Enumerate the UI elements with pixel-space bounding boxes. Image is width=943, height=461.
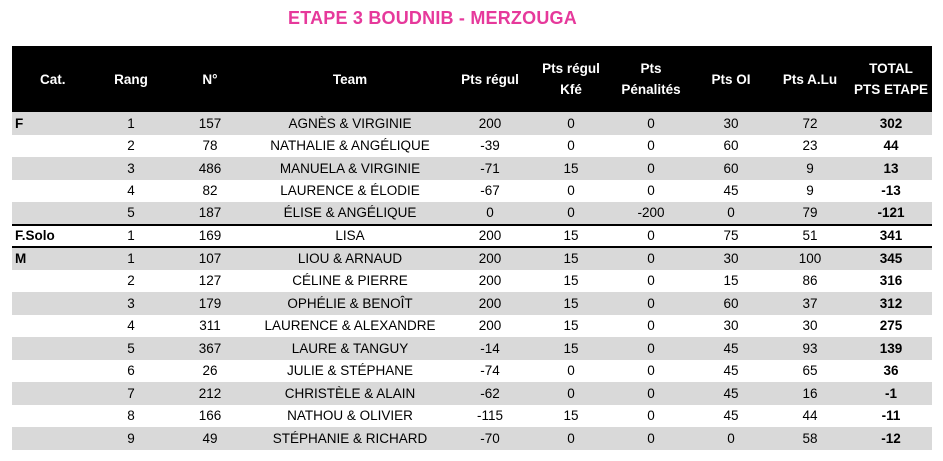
row-pts-oi: 15: [723, 273, 739, 289]
row-team: CÉLINE & PIERRE: [292, 273, 408, 289]
row-pts-alu: 58: [802, 430, 818, 446]
row-pts-oi: 45: [723, 363, 739, 379]
row-pts-regul-kfe: 15: [563, 160, 579, 176]
header-pts-oi: Pts OI: [711, 71, 751, 87]
row-pts-regul-kfe: 0: [567, 385, 575, 401]
row-cat: [12, 135, 94, 158]
row-cat: [12, 427, 94, 450]
row-pts-regul: -39: [480, 138, 500, 154]
row-total: 275: [879, 318, 903, 334]
header-num: N°: [202, 71, 218, 87]
row-pts-regul: 200: [478, 318, 502, 334]
row-num: 157: [198, 115, 222, 131]
row-rang: 4: [127, 318, 135, 334]
header-total: TOTAL PTS ETAPE: [853, 61, 928, 97]
row-team: LAURENCE & ALEXANDRE: [264, 318, 436, 334]
row-total: 13: [883, 160, 899, 176]
row-pts-oi: 60: [723, 160, 739, 176]
row-pts-alu: 100: [770, 247, 850, 270]
table-row: [12, 315, 932, 338]
row-rang: 7: [127, 385, 135, 401]
row-pts-alu: 16: [802, 385, 818, 401]
row-pts-regul: -14: [480, 340, 500, 356]
row-rang: 3: [127, 160, 135, 176]
row-pts-regul-kfe: 0: [567, 115, 575, 131]
row-pts-penalites: -200: [637, 205, 665, 221]
row-pts-regul-kfe: 15: [563, 408, 579, 424]
row-pts-regul-kfe: 15: [563, 318, 579, 334]
row-pts-alu: 51: [770, 225, 850, 248]
row-pts-regul-kfe: 15: [532, 247, 610, 270]
row-rang: 5: [127, 340, 135, 356]
row-num: 169: [168, 225, 252, 248]
row-rang: 2: [127, 138, 135, 154]
row-pts-regul-kfe: 15: [563, 295, 579, 311]
row-pts-regul: 0: [486, 205, 494, 221]
header-pts-regul: Pts régul: [461, 71, 519, 87]
row-pts-penalites: 0: [647, 160, 655, 176]
row-team: STÉPHANIE & RICHARD: [272, 430, 428, 446]
row-total: 44: [883, 138, 899, 154]
row-pts-oi: 45: [723, 385, 739, 401]
row-pts-penalites: 0: [647, 430, 655, 446]
row-pts-regul: -67: [480, 183, 500, 199]
row-pts-penalites: 0: [647, 385, 655, 401]
row-cat: [12, 202, 94, 225]
row-rang: 2: [127, 273, 135, 289]
header-cat: Cat.: [40, 71, 66, 87]
row-total: 139: [879, 340, 903, 356]
row-rang: 4: [127, 183, 135, 199]
row-team: OPHÉLIE & BENOÎT: [287, 295, 413, 311]
row-pts-oi: 60: [723, 138, 739, 154]
row-total: 36: [883, 363, 899, 379]
row-pts-regul: 200: [478, 295, 502, 311]
row-cat: [12, 180, 94, 203]
table-row: [12, 135, 932, 158]
row-pts-alu: 30: [802, 318, 818, 334]
row-num: 311: [199, 318, 221, 334]
row-total: 316: [879, 273, 903, 289]
row-team: NATHOU & OLIVIER: [287, 408, 413, 424]
row-pts-alu: 44: [802, 408, 818, 424]
row-team: MANUELA & VIRGINIE: [279, 160, 421, 176]
row-pts-alu: 9: [806, 183, 814, 199]
row-rang: 5: [127, 205, 135, 221]
row-pts-regul-kfe: 0: [567, 430, 575, 446]
row-num: 49: [202, 430, 218, 446]
row-pts-regul-kfe: 15: [563, 340, 579, 356]
row-num: 212: [198, 385, 222, 401]
row-cat: F.Solo: [12, 225, 94, 248]
row-pts-penalites: 0: [647, 183, 655, 199]
row-cat: [12, 292, 94, 315]
table-row: [12, 292, 932, 315]
table-row: [12, 405, 932, 428]
row-pts-alu: 93: [802, 340, 818, 356]
row-pts-alu: 72: [802, 115, 818, 131]
row-team: ÉLISE & ANGÉLIQUE: [283, 205, 417, 221]
row-pts-alu: 86: [802, 273, 818, 289]
header-pts-penalites: Pts Pénalités: [621, 61, 681, 97]
row-pts-regul: 200: [478, 115, 502, 131]
table-row: [12, 157, 932, 180]
row-total: -13: [881, 183, 901, 199]
row-pts-penalites: 0: [647, 138, 655, 154]
table-row: [12, 337, 932, 360]
row-pts-alu: 79: [802, 205, 818, 221]
row-total: -12: [881, 430, 901, 446]
header-team: Team: [332, 71, 368, 87]
row-num: 26: [202, 363, 218, 379]
table-row: [12, 382, 932, 405]
row-pts-penalites: 0: [647, 408, 655, 424]
row-pts-oi: 0: [727, 430, 735, 446]
row-total: 345: [850, 247, 932, 270]
table-row: [12, 360, 932, 383]
row-pts-penalites: 0: [647, 295, 655, 311]
table-row: [12, 180, 932, 203]
row-pts-alu: 65: [802, 363, 818, 379]
row-num: 166: [198, 408, 222, 424]
row-pts-regul-kfe: 0: [567, 183, 575, 199]
row-pts-oi: 0: [727, 205, 735, 221]
row-rang: 8: [127, 408, 135, 424]
header-pts-regul-kfe: Pts régul Kfé: [542, 61, 600, 97]
row-team: JULIE & STÉPHANE: [286, 363, 414, 379]
row-pts-regul-kfe: 15: [532, 225, 610, 248]
row-pts-oi: 45: [723, 340, 739, 356]
row-pts-regul: -70: [480, 430, 500, 446]
row-pts-regul: -115: [476, 408, 504, 424]
row-num: 486: [198, 160, 222, 176]
row-pts-alu: 9: [806, 160, 814, 176]
row-pts-penalites: 0: [647, 340, 655, 356]
row-pts-oi: 60: [723, 295, 739, 311]
row-pts-penalites: 0: [610, 225, 692, 248]
row-total: -11: [881, 408, 901, 424]
row-pts-regul-kfe: 0: [567, 205, 575, 221]
row-total: 341: [850, 225, 932, 248]
row-num: 187: [198, 205, 222, 221]
row-cat: F: [15, 115, 24, 131]
page-title: ETAPE 3 BOUDNIB - MERZOUGA: [288, 8, 577, 28]
row-cat: [12, 382, 94, 405]
row-pts-oi: 30: [692, 247, 770, 270]
row-pts-oi: 45: [723, 183, 739, 199]
table-row: [12, 247, 932, 270]
row-pts-regul: 200: [448, 247, 532, 270]
table-row: [12, 112, 932, 135]
row-team: LIOU & ARNAUD: [252, 247, 448, 270]
row-pts-oi: 30: [723, 318, 739, 334]
row-pts-regul-kfe: 15: [563, 273, 579, 289]
row-pts-regul: 200: [448, 225, 532, 248]
row-pts-oi: 30: [723, 115, 739, 131]
row-cat: [12, 405, 94, 428]
row-num: 179: [198, 295, 222, 311]
row-rang: 9: [127, 430, 135, 446]
row-total: 312: [879, 295, 903, 311]
row-pts-oi: 45: [723, 408, 739, 424]
row-pts-penalites: 0: [610, 247, 692, 270]
row-team: LISA: [252, 225, 448, 248]
row-pts-regul: -74: [480, 363, 500, 379]
row-pts-regul: -71: [480, 160, 500, 176]
row-team: LAURENCE & ÉLODIE: [280, 183, 420, 199]
row-cat: [12, 337, 94, 360]
row-pts-penalites: 0: [647, 115, 655, 131]
row-pts-regul-kfe: 0: [567, 363, 575, 379]
row-pts-oi: 75: [692, 225, 770, 248]
row-total: 302: [879, 115, 903, 131]
row-pts-penalites: 0: [647, 363, 655, 379]
row-team: CHRISTÈLE & ALAIN: [284, 385, 416, 401]
row-num: 127: [198, 273, 222, 289]
row-num: 82: [202, 183, 218, 199]
row-num: 78: [202, 138, 218, 154]
row-pts-penalites: 0: [647, 318, 655, 334]
row-pts-regul: 200: [478, 273, 502, 289]
row-num: 107: [168, 247, 252, 270]
row-team: NATHALIE & ANGÉLIQUE: [270, 138, 430, 154]
row-rang: 1: [94, 247, 168, 270]
row-rang: 1: [94, 225, 168, 248]
row-team: AGNÈS & VIRGINIE: [288, 115, 412, 131]
row-rang: 1: [127, 115, 135, 131]
row-pts-penalites: 0: [647, 273, 655, 289]
row-total: -1: [884, 385, 897, 401]
table-row: [12, 202, 932, 225]
row-cat: [12, 360, 94, 383]
header-pts-alu: Pts A.Lu: [782, 71, 838, 87]
row-total: -121: [877, 205, 905, 221]
row-pts-regul-kfe: 0: [567, 138, 575, 154]
table-row: [12, 225, 932, 248]
row-cat: M: [12, 247, 94, 270]
header-rang: Rang: [114, 71, 148, 87]
row-rang: 3: [127, 295, 135, 311]
row-num: 367: [198, 340, 222, 356]
row-cat: [12, 157, 94, 180]
results-table: [12, 46, 932, 450]
table-row: [12, 270, 932, 293]
row-pts-alu: 37: [802, 295, 818, 311]
row-cat: [12, 315, 94, 338]
row-rang: 6: [127, 363, 135, 379]
table-row: [12, 427, 932, 450]
table-header-row: [12, 46, 932, 112]
row-pts-alu: 23: [802, 138, 818, 154]
row-pts-regul: -62: [480, 385, 500, 401]
row-cat: [12, 270, 94, 293]
row-team: LAURE & TANGUY: [291, 340, 409, 356]
